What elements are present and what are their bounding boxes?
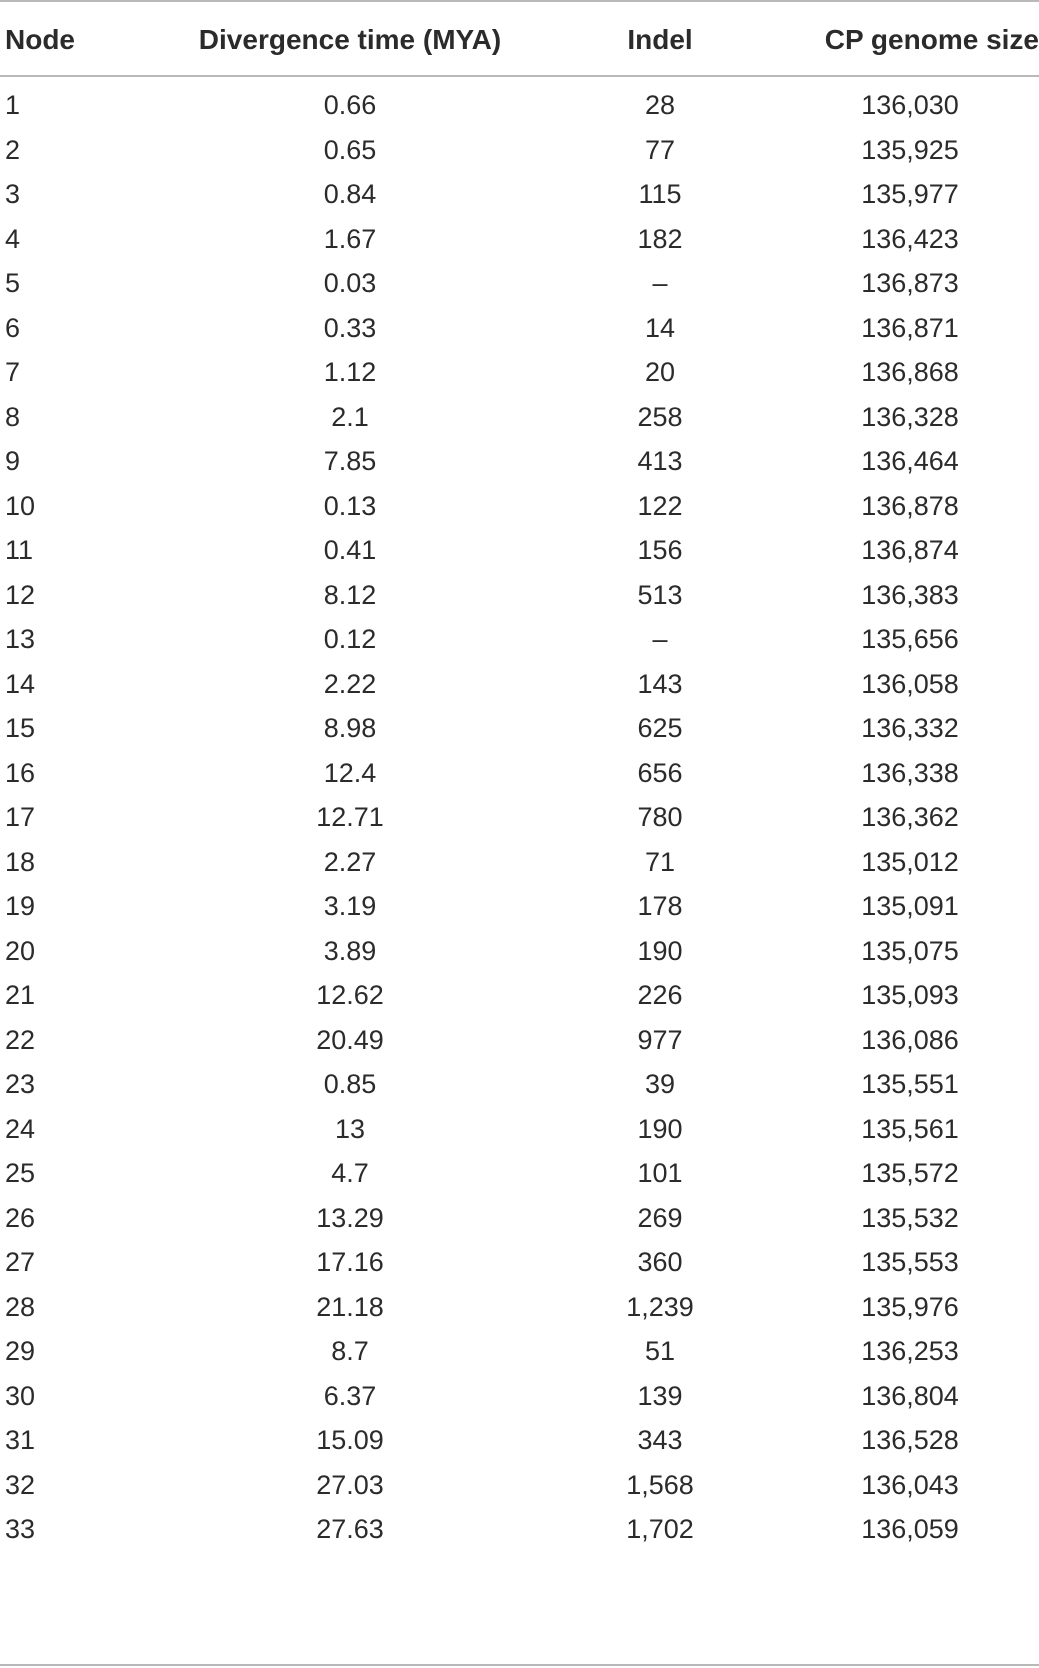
cell-cp-genome-size: 136,423 <box>861 223 959 254</box>
cell-cp-genome-size: 135,656 <box>861 624 959 654</box>
cell-indel: 226 <box>637 980 683 1010</box>
cell-node: 16 <box>5 757 36 788</box>
cell-indel: 178 <box>637 891 683 921</box>
cell-indel: – <box>652 624 668 654</box>
table-header-rule <box>0 75 1039 77</box>
cell-indel: 1,702 <box>626 1514 694 1544</box>
cell-cp-genome-size: 136,043 <box>861 1469 959 1500</box>
cell-cp-genome-size: 136,383 <box>861 579 959 610</box>
cell-divergence-time: 12.71 <box>316 802 384 832</box>
table-bottom-rule <box>0 1664 1039 1666</box>
header-divergence-time: Divergence time (MYA) <box>198 24 502 55</box>
cell-node: 2 <box>5 134 21 165</box>
cell-divergence-time: 8.7 <box>331 1336 369 1366</box>
cell-indel: 625 <box>637 713 683 743</box>
table-row <box>0 1417 1039 1464</box>
cell-indel: 513 <box>637 579 683 610</box>
cell-indel: 28 <box>644 90 676 120</box>
cell-divergence-time: 20.49 <box>316 1024 384 1055</box>
cell-node: 21 <box>5 980 36 1010</box>
cell-indel: 1,568 <box>626 1469 694 1500</box>
cell-cp-genome-size: 136,878 <box>861 490 959 521</box>
cell-indel: 977 <box>637 1024 683 1055</box>
cell-indel: 115 <box>638 179 682 209</box>
table-row <box>0 82 1039 129</box>
table-row <box>0 438 1039 485</box>
cell-node: 31 <box>5 1425 36 1455</box>
cell-divergence-time: 7.85 <box>323 446 377 476</box>
cell-node: 22 <box>5 1024 36 1055</box>
cell-node: 17 <box>5 802 36 832</box>
cell-divergence-time: 12.62 <box>316 980 384 1010</box>
cell-node: 6 <box>5 312 21 343</box>
cell-indel: 143 <box>637 668 683 699</box>
table-row <box>0 349 1039 396</box>
table-row <box>0 216 1039 263</box>
cell-node: 30 <box>5 1380 36 1411</box>
cell-node: 19 <box>5 891 36 921</box>
cell-node: 3 <box>5 179 21 209</box>
table-row <box>0 171 1039 218</box>
table-row <box>0 1195 1039 1242</box>
cell-node: 15 <box>5 713 36 743</box>
cell-node: 29 <box>5 1336 36 1366</box>
table-row <box>0 260 1039 307</box>
table-row <box>0 1506 1039 1553</box>
cell-divergence-time: 13.29 <box>316 1202 384 1233</box>
cell-indel: 656 <box>637 757 683 788</box>
cell-indel: 101 <box>637 1158 683 1188</box>
cell-cp-genome-size: 136,338 <box>861 757 959 788</box>
cell-node: 11 <box>5 535 34 565</box>
cell-indel: 1,239 <box>626 1291 694 1322</box>
table-row <box>0 483 1039 530</box>
cell-indel: 122 <box>637 490 683 521</box>
cell-divergence-time: 4.7 <box>331 1158 369 1188</box>
cell-node: 20 <box>5 935 36 966</box>
table-row <box>0 1373 1039 1420</box>
cell-cp-genome-size: 136,871 <box>861 312 959 343</box>
cell-divergence-time: 13 <box>334 1113 366 1144</box>
cell-indel: 343 <box>637 1425 683 1455</box>
cell-indel: 413 <box>637 446 683 476</box>
table-header-row <box>0 16 1039 63</box>
table-row <box>0 839 1039 886</box>
cell-divergence-time: 27.63 <box>316 1514 384 1544</box>
cell-node: 8 <box>5 401 21 432</box>
table-row <box>0 1462 1039 1509</box>
cell-divergence-time: 0.13 <box>323 490 377 521</box>
cell-node: 4 <box>5 223 21 254</box>
cell-node: 23 <box>5 1069 36 1099</box>
header-cp-genome-size: CP genome size <box>824 24 1039 55</box>
cell-indel: 258 <box>637 401 683 432</box>
table-row <box>0 1328 1039 1375</box>
table-row <box>0 705 1039 752</box>
cell-divergence-time: 12.4 <box>323 757 377 788</box>
table-row <box>0 1017 1039 1064</box>
cell-indel: 71 <box>644 846 676 877</box>
table-row <box>0 928 1039 975</box>
table-row <box>0 394 1039 441</box>
table-row <box>0 305 1039 352</box>
cell-divergence-time: 0.03 <box>323 268 377 298</box>
cell-cp-genome-size: 136,058 <box>861 668 959 699</box>
cell-divergence-time: 8.98 <box>323 713 377 743</box>
cell-node: 5 <box>5 268 21 298</box>
table-row <box>0 572 1039 619</box>
cell-cp-genome-size: 135,551 <box>861 1069 959 1099</box>
cell-divergence-time: 15.09 <box>316 1425 384 1455</box>
table-row <box>0 1239 1039 1286</box>
cell-node: 10 <box>5 490 36 521</box>
cell-cp-genome-size: 135,075 <box>861 935 959 966</box>
cell-divergence-time: 21.18 <box>316 1291 384 1322</box>
cell-cp-genome-size: 136,086 <box>861 1024 959 1055</box>
header-indel: Indel <box>627 24 693 55</box>
header-node: Node <box>5 24 75 55</box>
cell-cp-genome-size: 136,328 <box>861 401 959 432</box>
cell-divergence-time: 0.65 <box>323 134 377 165</box>
table-row <box>0 883 1039 930</box>
table-row <box>0 972 1039 1019</box>
cell-divergence-time: 1.67 <box>323 223 377 254</box>
cell-divergence-time: 17.16 <box>316 1247 384 1277</box>
cell-cp-genome-size: 135,091 <box>861 891 959 921</box>
cell-divergence-time: 0.66 <box>323 90 377 120</box>
table-row <box>0 1061 1039 1108</box>
cell-divergence-time: 6.37 <box>323 1380 377 1411</box>
cell-divergence-time: 27.03 <box>316 1469 384 1500</box>
table-row <box>0 527 1039 574</box>
cell-indel: 360 <box>637 1247 683 1277</box>
cell-indel: 77 <box>644 134 676 165</box>
cell-cp-genome-size: 136,804 <box>861 1380 959 1411</box>
cell-node: 14 <box>5 668 36 699</box>
cell-node: 32 <box>5 1469 36 1500</box>
table-row <box>0 1284 1039 1331</box>
cell-cp-genome-size: 135,925 <box>861 134 959 165</box>
cell-cp-genome-size: 135,572 <box>861 1158 959 1188</box>
table-top-rule <box>0 0 1039 2</box>
cell-divergence-time: 0.84 <box>323 179 377 209</box>
table-row <box>0 750 1039 797</box>
cell-node: 28 <box>5 1291 36 1322</box>
cell-indel: 51 <box>644 1336 676 1366</box>
cell-indel: 39 <box>644 1069 676 1099</box>
cell-divergence-time: 3.19 <box>323 891 377 921</box>
cell-indel: 269 <box>637 1202 683 1233</box>
table-row <box>0 661 1039 708</box>
table-row <box>0 1106 1039 1153</box>
cell-indel: 780 <box>637 802 683 832</box>
cell-cp-genome-size: 135,977 <box>861 179 959 209</box>
cell-divergence-time: 0.41 <box>323 535 377 565</box>
cell-divergence-time: 0.33 <box>323 312 377 343</box>
cell-divergence-time: 2.22 <box>323 668 377 699</box>
cell-divergence-time: 8.12 <box>323 579 377 610</box>
cell-node: 26 <box>5 1202 36 1233</box>
cell-cp-genome-size: 136,332 <box>861 713 959 743</box>
cell-divergence-time: 0.85 <box>323 1069 377 1099</box>
cell-node: 7 <box>5 357 21 387</box>
cell-cp-genome-size: 135,012 <box>861 846 959 877</box>
cell-divergence-time: 2.27 <box>323 846 377 877</box>
table-row <box>0 616 1039 663</box>
cell-node: 18 <box>5 846 36 877</box>
cell-indel: 14 <box>644 312 676 343</box>
cell-cp-genome-size: 136,874 <box>861 535 959 565</box>
cell-cp-genome-size: 135,553 <box>861 1247 959 1277</box>
cell-indel: 156 <box>637 535 683 565</box>
cell-cp-genome-size: 135,093 <box>861 980 959 1010</box>
cell-cp-genome-size: 136,030 <box>861 90 959 120</box>
cell-divergence-time: 3.89 <box>323 935 377 966</box>
cell-divergence-time: 2.1 <box>331 401 369 432</box>
cell-cp-genome-size: 136,528 <box>861 1425 959 1455</box>
table-row <box>0 127 1039 174</box>
cell-indel: 190 <box>637 935 683 966</box>
cell-node: 25 <box>5 1158 36 1188</box>
cell-cp-genome-size: 135,561 <box>861 1113 959 1144</box>
cell-divergence-time: 1.12 <box>323 357 377 387</box>
cell-indel: – <box>652 268 668 298</box>
cell-indel: 139 <box>637 1380 683 1411</box>
cell-indel: 20 <box>644 357 676 387</box>
cell-node: 33 <box>5 1514 36 1544</box>
cell-cp-genome-size: 136,253 <box>861 1336 959 1366</box>
cell-cp-genome-size: 135,532 <box>861 1202 959 1233</box>
cell-node: 12 <box>5 579 36 610</box>
cell-cp-genome-size: 136,873 <box>861 268 959 298</box>
cell-indel: 182 <box>637 223 683 254</box>
cell-node: 9 <box>5 446 21 476</box>
table-row <box>0 794 1039 841</box>
table-row <box>0 1150 1039 1197</box>
cell-cp-genome-size: 136,868 <box>861 357 959 387</box>
cell-divergence-time: 0.12 <box>323 624 377 654</box>
cell-cp-genome-size: 136,059 <box>861 1514 959 1544</box>
cell-cp-genome-size: 135,976 <box>861 1291 959 1322</box>
cell-node: 27 <box>5 1247 36 1277</box>
cell-cp-genome-size: 136,464 <box>861 446 959 476</box>
cell-cp-genome-size: 136,362 <box>861 802 959 832</box>
cell-node: 13 <box>5 624 36 654</box>
cell-node: 1 <box>5 90 21 120</box>
cell-indel: 190 <box>637 1113 683 1144</box>
cell-node: 24 <box>5 1113 36 1144</box>
